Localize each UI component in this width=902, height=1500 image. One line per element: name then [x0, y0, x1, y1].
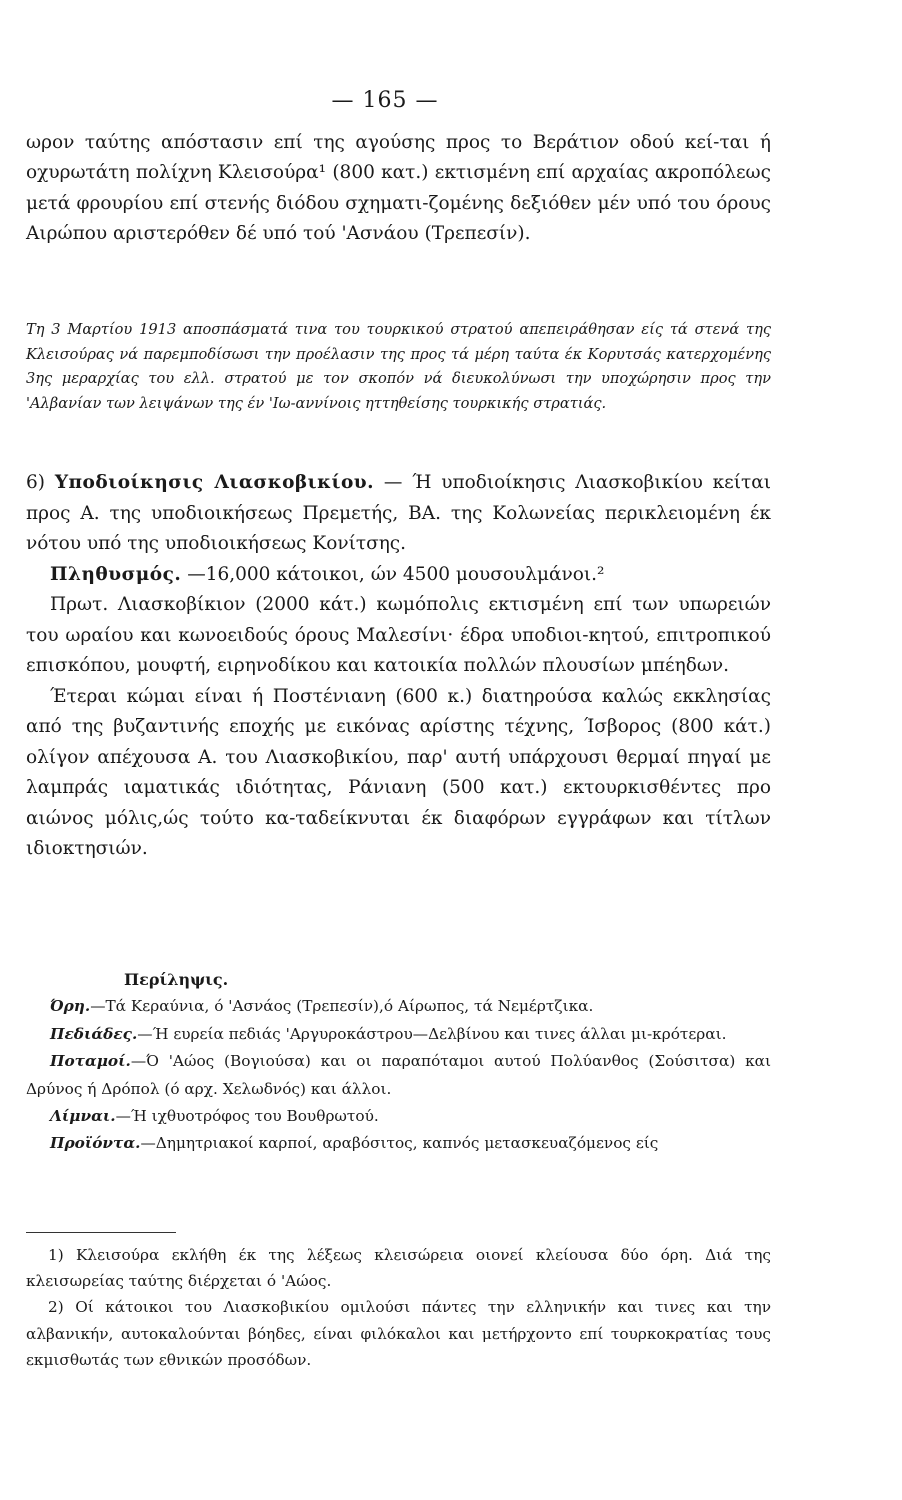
page-number: — 165 — [331, 88, 439, 113]
footnotes [26, 1242, 771, 1373]
section-number: 6) [26, 472, 45, 493]
summary-title: Περίληψις. [124, 970, 229, 989]
summary-block [26, 966, 771, 1158]
summary-text: —Ή ιχθυοτρόφος του Βουθρωτού. [115, 1107, 379, 1126]
population-line [26, 560, 771, 591]
footnote-1: 1) Κλεισούρα εκλήθη έκ της λέξεως κλεισώρεια οιονεί κλείουσα δύο όρη. Διά της κλεισωρείας ταύτης διέρχεται ό 'Αώος. [26, 1246, 771, 1291]
summary-label: Πεδιάδες. [50, 1024, 138, 1043]
main-paragraph-block [26, 128, 771, 249]
villages-paragraph: Έτεραι κώμαι είναι ή Ποστένιανη (600 κ.) διατηρούσα καλώς εκκλησίας από της βυζαντινής εποχής με εικόνας αρίστης τέχνης, Ίσβορος (800 κάτ.) ολίγον απέχουσα Α. του Λιασκοβικίου, παρ' αυτή υπάρχουσι θερμαί πηγαί με λαμπράς ιαματικάς ιδιότητας, Ράνιανη (500 κατ.) εκτουρκισθέντες προ αιώνος μόλις,ώς τούτο κα-ταδείκνυται έκ διαφόρων εγγράφων και τίτλων ιδιοκτησιών. [26, 685, 771, 859]
summary-item [26, 1048, 771, 1103]
population-text: —16,000 κάτοικοι, ών 4500 μουσουλμάνοι.² [187, 563, 605, 585]
summary-text: —Τά Κεραύνια, ό 'Ασνάος (Τρεπεσίν),ό Αίρωπος, τά Νεμέρτζικα. [90, 997, 594, 1016]
summary-item [26, 1021, 771, 1048]
summary-item [26, 1103, 771, 1130]
summary-label: Όρη. [50, 997, 91, 1016]
capital-paragraph: Πρωτ. Λιασκοβίκιον (2000 κάτ.) κωμόπολις εκτισμένη επί των υπωρειών του ωραίου και κωνοειδούς όρους Μαλεσίνι· έδρα υποδιοι-κητού, επιτροπικού επισκόπου, μουφτή, ειρηνοδίκου και κατοικία πολλών πλουσίων μπέηδων. [26, 594, 771, 676]
historical-note: Τη 3 Μαρτίου 1913 αποσπάσματά τινα του τουρκικού στρατού απεπειράθησαν είς τά στενά της Κλεισούρας νά παρεμποδίσωσι την προέλασιν της προς τά μέρη ταύτα έκ Κορυτσάς κατερχομένης 3ης μεραρχίας του ελλ. στρατού με τον σκοπόν νά διευκολύνωσι την υποχώρησιν προς την 'Αλβανίαν των λειψάνων της έν 'Ιω-αννίνοις ηττηθείσης τουρκικής στρατιάς. [26, 321, 771, 412]
summary-item [26, 1130, 771, 1157]
summary-label: Προϊόντα. [50, 1134, 141, 1153]
footnote-divider [26, 1232, 176, 1233]
opening-paragraph: ωρον ταύτης απόστασιν επί της αγούσης προς το Βεράτιον οδού κεί-ται ή οχυρωτάτη πολίχνη Κλεισούρα¹ (800 κατ.) εκτισμένη επί αρχαίας ακροπόλεως μετά φρουρίου επί στενής διόδου σχηματι-ζομένης δεξιόθεν μέν υπό του όρους Αιρώπου αριστερόθεν δέ υπό τού 'Ασνάου (Τρεπεσίν). [26, 132, 771, 244]
section-heading: Υποδιοίκησις Λιασκοβικίου. [54, 472, 375, 493]
summary-label: Λίμναι. [50, 1107, 116, 1126]
summary-text: —Δημητριακοί καρποί, αραβόσιτος, καπνός μετασκευαζόμενος είς [140, 1134, 659, 1153]
summary-text: —Ό 'Αώος (Βογιούσα) και οι παραπόταμοι αυτού Πολύανθος (Σούσιτσα) και Δρύνος ή Δρόπολ (ό αρχ. Χελωδνός) και άλλοι. [26, 1052, 771, 1098]
section-intro [26, 468, 771, 560]
population-label: Πληθυσμός. [50, 563, 182, 585]
footnote-2: 2) Οί κάτοικοι του Λιασκοβικίου ομιλούσι πάντες την ελληνικήν και τινες και την αλβανικήν, αυτοκαλούνται βόηδες, είναι φιλόκαλοι και μετήρχοντο επί τουρκοκρατίας τους εκμισθωτάς των εθνικών προσόδων. [26, 1298, 771, 1369]
summary-label: Ποταμοί. [50, 1052, 131, 1071]
section-intro-text: — Ή υποδιοίκησις Λιασκοβικίου κείται προς Α. της υποδιοικήσεως Πρεμετής, ΒΑ. της Κολωνείας περικλειομένη έκ νότου υπό της υποδιοικήσεως Κονίτσης. [26, 472, 771, 554]
summary-text: —Ή ευρεία πεδιάς 'Αργυροκάστρου—Δελβίνου και τινες άλλαι μι-κρότεραι. [137, 1024, 727, 1043]
subprefecture-section [26, 468, 771, 865]
summary-item [26, 993, 771, 1020]
